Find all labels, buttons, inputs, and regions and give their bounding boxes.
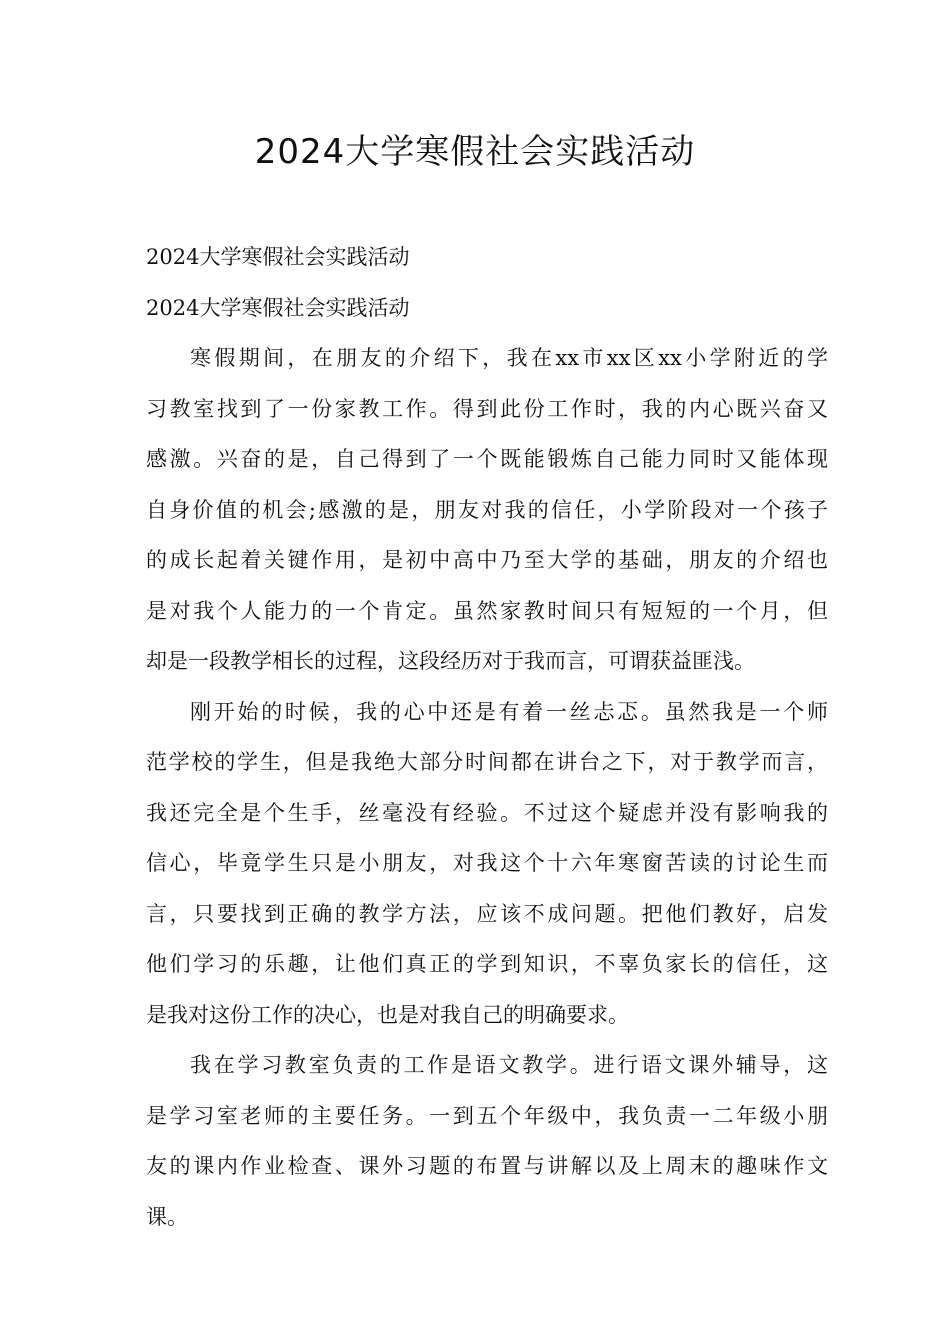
paragraph-line: 我在学习教室负责的工作是语文教学。进行语文课外辅导，这 bbox=[190, 1053, 828, 1077]
paragraph-line: 寒假期间，在朋友的介绍下，我在xx市xx区xx小学附近的学 bbox=[190, 346, 828, 370]
paragraph-line: 我还完全是个生手，丝毫没有经验。不过这个疑虑并没有影响我的 bbox=[146, 800, 828, 825]
paragraph-line: 的成长起着关键作用，是初中高中乃至大学的基础，朋友的介绍也 bbox=[146, 548, 828, 572]
paragraph-line: 课。 bbox=[146, 1204, 188, 1229]
paragraph-line: 信心，毕竟学生只是小朋友，对我这个十六年寒窗苦读的讨论生而 bbox=[146, 851, 828, 875]
subtitle-line: 2024大学寒假社会实践活动 bbox=[146, 245, 410, 269]
paragraph-line: 范学校的学生，但是我绝大部分时间都在讲台之下，对于教学而言， bbox=[146, 750, 828, 774]
subtitle-line: 2024大学寒假社会实践活动 bbox=[146, 295, 410, 320]
paragraph-line: 是对我个人能力的一个肯定。虽然家教时间只有短短的一个月，但 bbox=[146, 598, 828, 623]
document-title: 2024大学寒假社会实践活动 bbox=[254, 132, 696, 172]
paragraph-line: 是我对这份工作的决心，也是对我自己的明确要求。 bbox=[146, 1002, 629, 1027]
paragraph-line: 感激。兴奋的是，自己得到了一个既能锻炼自己能力同时又能体现 bbox=[146, 447, 828, 471]
paragraph-line: 习教室找到了一份家教工作。得到此份工作时，我的内心既兴奋又 bbox=[146, 396, 828, 421]
paragraph-line: 刚开始的时候，我的心中还是有着一丝忐忑。虽然我是一个师 bbox=[190, 699, 828, 724]
paragraph-line: 自身价值的机会;感激的是，朋友对我的信任，小学阶段对一个孩子 bbox=[146, 497, 828, 522]
paragraph-line: 是学习室老师的主要任务。一到五个年级中，我负责一二年级小朋 bbox=[146, 1103, 828, 1128]
paragraph-line: 友的课内作业检查、课外习题的布置与讲解以及上周末的趣味作文 bbox=[146, 1154, 828, 1178]
paragraph-line: 言，只要找到正确的教学方法，应该不成问题。把他们教好，启发 bbox=[146, 901, 828, 926]
paragraph-line: 却是一段教学相长的过程，这段经历对于我而言，可谓获益匪浅。 bbox=[146, 649, 755, 673]
document-body bbox=[146, 232, 828, 1242]
paragraph-line: 他们学习的乐趣，让他们真正的学到知识，不辜负家长的信任，这 bbox=[146, 952, 828, 976]
